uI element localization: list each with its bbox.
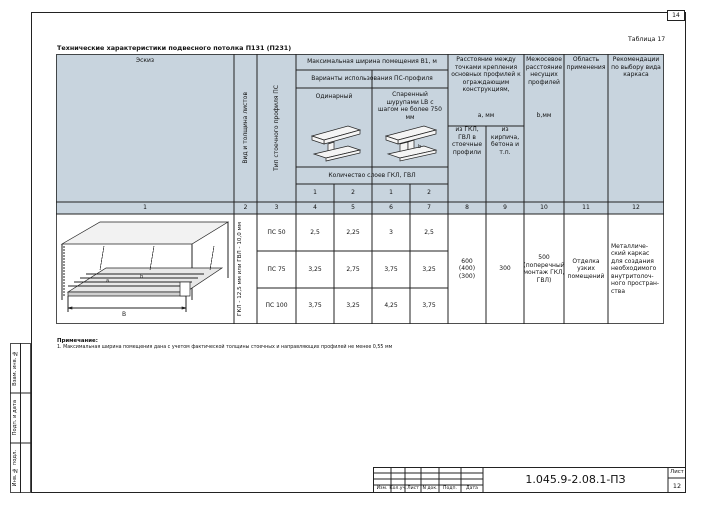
col-num-1: 1 <box>143 204 147 212</box>
recommend-value: Металличе-ский каркас для создания необходимого внутритолоч-ного простран-ства <box>611 242 660 295</box>
stamp-label-date: Дата <box>466 486 478 492</box>
title-block <box>373 467 686 493</box>
note-title: Примечание: <box>57 338 98 344</box>
row-1-profile: ПС 50 <box>267 228 286 236</box>
sheet-value: ГКЛ - 12,5 мм или ГВЛ - 10,0 мм <box>236 222 243 316</box>
header-single: Одинарный <box>315 93 353 101</box>
sheet-label: Лист <box>670 469 684 476</box>
col-num-6: 6 <box>389 204 393 212</box>
stamp-label-sign: Подп. <box>443 486 457 492</box>
paired-profile-icon <box>382 122 442 162</box>
header-gkl: из ГКЛ, ГВЛ в стоечные профили <box>451 126 483 156</box>
page-number: 14 <box>667 10 685 21</box>
header-sketch: Эскиз <box>135 57 155 65</box>
row-3-v4: 3,75 <box>422 302 436 310</box>
sketch-label-B: В <box>122 311 127 318</box>
dist-gkl-value: 600 (400) (300) <box>458 257 476 280</box>
stamp-inv-text: Инв. № подл. <box>12 449 19 487</box>
header-area: Область применения <box>566 56 606 71</box>
sheet-value-cell <box>234 214 257 324</box>
row-2-profile: ПС 75 <box>267 265 286 273</box>
col-num-3: 3 <box>274 204 279 212</box>
side-stamp <box>10 343 31 493</box>
spacing-value: 500 (поперечный монтаж ГКЛ, ГВЛ) <box>523 254 565 284</box>
col-num-9: 9 <box>503 204 507 212</box>
col-num-11: 11 <box>582 204 590 212</box>
row-3-v3: 4,25 <box>384 302 398 310</box>
col-num-10: 10 <box>540 204 548 212</box>
row-3-v1: 3,75 <box>308 302 322 310</box>
header-variants: Варианты использования ПС-профиля <box>311 75 433 83</box>
row-3-v2: 3,25 <box>346 302 360 310</box>
layer-num-4: 2 <box>427 189 431 197</box>
row-2-v2: 2,75 <box>346 265 360 273</box>
table-label: Таблица 17 <box>628 36 666 43</box>
stamp-replace <box>10 343 21 393</box>
stamp-label-izm: Изм. <box>376 486 388 492</box>
header-spacing: Межосевое расстояние несущих профилей <box>525 56 563 86</box>
row-1-v3: 3 <box>389 228 393 236</box>
col-num-12: 12 <box>632 204 640 212</box>
row-1-v4: 2,5 <box>424 228 434 236</box>
page-title: Технические характеристики подвесного потолка П131 (П231) <box>57 44 292 52</box>
stamp-label-kol: Кол.уч. <box>389 486 407 492</box>
layer-num-1: 1 <box>313 189 317 197</box>
header-paired: Спаренный шурупами LB с шагом не более 750 мм <box>378 91 442 121</box>
paired-profile-letter: b <box>418 144 422 150</box>
header-spacing-unit: b,мм <box>536 112 552 120</box>
layer-num-2: 2 <box>351 189 355 197</box>
header-max-width: Максимальная ширина помещения В1, м <box>307 58 437 66</box>
stamp-replace-text: Взам. инв. № <box>12 350 19 386</box>
layer-num-3: 1 <box>389 189 393 197</box>
stamp-sign-date-text: Подп. и дата <box>12 400 19 436</box>
row-1-v1: 2,5 <box>310 228 320 236</box>
sketch-label-b: b <box>140 274 144 280</box>
stamp-sign-date <box>10 393 21 443</box>
row-1-v2: 2,25 <box>346 228 360 236</box>
single-profile-icon <box>308 122 364 162</box>
header-brick: из кирпича, бетона и т.п. <box>490 126 520 156</box>
header-layers: Количество слоев ГКЛ, ГВЛ <box>328 171 416 179</box>
header-sheet-type-text: Вид и толщина листов <box>241 92 249 164</box>
row-3-profile: ПС 100 <box>265 302 288 310</box>
sketch-label-a: а <box>106 278 110 284</box>
col-num-2: 2 <box>243 204 248 212</box>
row-2-v4: 3,25 <box>422 265 436 273</box>
document-code: 1.045.9-2.08.1-ПЗ <box>525 473 626 487</box>
col-num-5: 5 <box>351 204 355 212</box>
stamp-label-list: Лист <box>407 486 419 492</box>
header-sheet-type <box>234 54 257 202</box>
row-2-v1: 3,25 <box>308 265 322 273</box>
note-text: 1. Максимальная ширина помещения дана с учетом фактической толщины стоечных и направляющих профилей не менее 0,55 мм <box>57 345 393 350</box>
header-recommend: Рекомендации по выбору вида каркаса <box>611 56 661 78</box>
row-2-v3: 3,75 <box>384 265 398 273</box>
col-num-4: 4 <box>313 204 317 212</box>
header-profile-type <box>257 54 296 202</box>
col-num-7: 7 <box>427 204 431 212</box>
ceiling-sketch <box>60 216 230 320</box>
col-num-8: 8 <box>465 204 469 212</box>
header-distance-unit: а, мм <box>477 112 495 120</box>
header-distance: Расстояние между точками крепления основных профилей к ограждающим конструкциям, <box>451 56 521 93</box>
stamp-inv <box>10 443 21 493</box>
characteristics-table <box>56 54 664 324</box>
stamp-label-doc: N док. <box>422 486 438 492</box>
sheet-number: 12 <box>672 481 682 490</box>
area-value: Отделка узких помещений <box>567 257 605 280</box>
dist-brick-value: 300 <box>499 265 511 273</box>
header-profile-type-text: Тип стоечного профиля ПС <box>272 85 280 171</box>
